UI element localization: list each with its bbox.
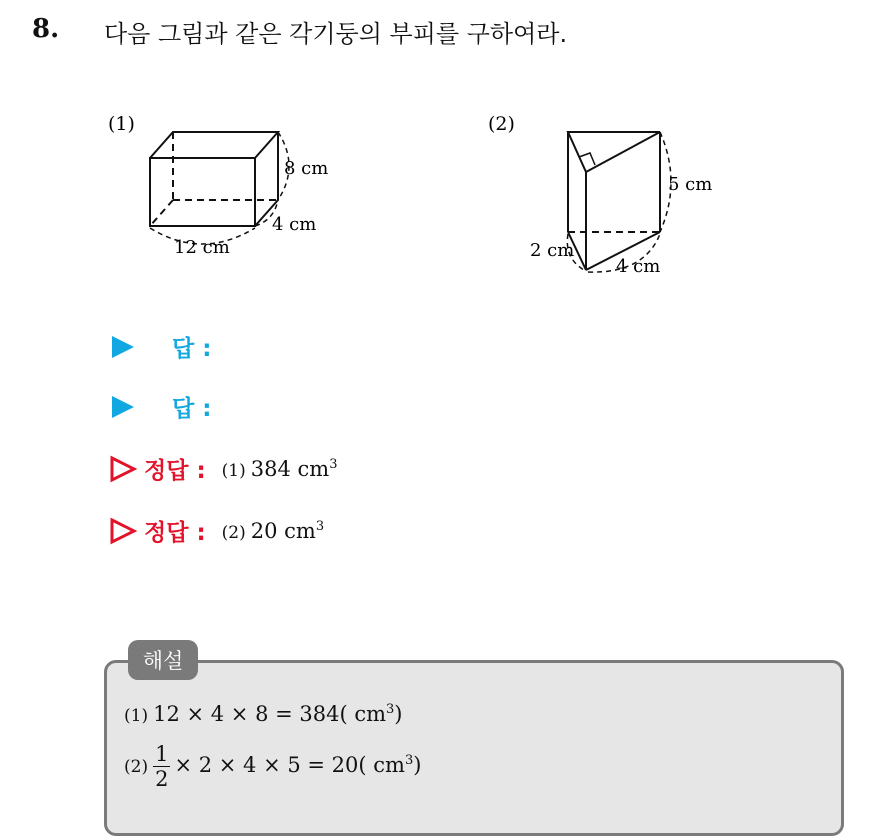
correct-answer-2 [108, 514, 324, 547]
answer-label: 답 : [172, 336, 212, 362]
play-triangle-icon [108, 333, 138, 361]
question-text: 다음 그림과 같은 각기둥의 부피를 구하여라. [104, 20, 568, 48]
figure-triangular-prism [484, 108, 744, 292]
fraction-one-half: $\frac{1}{2}$ [155, 742, 169, 791]
correct-answer-label: 정답 : [144, 458, 206, 484]
figure2-leg-a-label: 2 cm [530, 240, 575, 261]
answer-blank-1 [108, 330, 211, 363]
figure-rectangular-prism [104, 108, 344, 272]
solution-title: 해설 [128, 640, 198, 680]
correct-answer-value: (2) 20 $cm^3$ [221, 518, 325, 543]
solution-line-1: (1) 12 × 4 × 8 = 384( $cm^3$) [124, 702, 403, 726]
figure1-height-label: 8 cm [284, 158, 329, 179]
figure2-label: (2) [488, 113, 515, 135]
figure2-leg-b-label: 4 cm [616, 256, 661, 277]
figure1-length-label: 12 cm [174, 237, 230, 258]
figure1-label: (1) [108, 113, 135, 135]
correct-answer-value: (1) 384 $cm^3$ [221, 456, 338, 481]
outline-triangle-icon [108, 517, 138, 545]
outline-triangle-icon [108, 455, 138, 483]
solution-line-2: (2) $\frac{1}{2}$ × 2 × 4 × 5 = 20( $cm^3$) [124, 742, 422, 791]
question-number: 8. [32, 14, 60, 44]
answer-label: 답 : [172, 396, 212, 422]
figure2-height-label: 5 cm [668, 174, 713, 195]
figure1-width-label: 4 cm [272, 214, 317, 235]
answer-blank-2 [108, 390, 211, 423]
correct-answer-label: 정답 : [144, 520, 206, 546]
play-triangle-icon [108, 393, 138, 421]
correct-answer-1 [108, 452, 337, 485]
